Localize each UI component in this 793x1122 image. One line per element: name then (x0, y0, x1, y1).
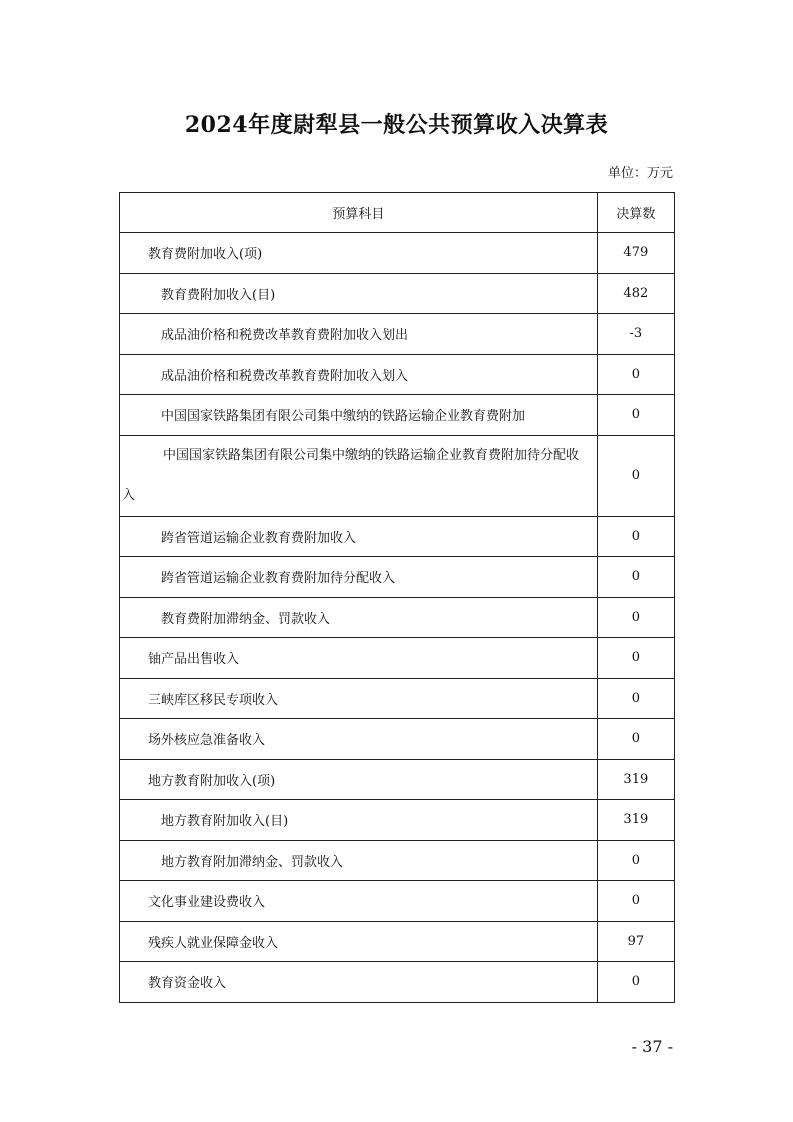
row-subject-text: 教育费附加滞纳金、罚款收入 (161, 611, 331, 627)
row-subject-text: 教育费附加收入(项) (148, 247, 263, 263)
row-subject-text: 成品油价格和税费改革教育费附加收入划入 (161, 368, 409, 384)
table-row (120, 678, 675, 719)
row-amount: 0 (597, 435, 674, 516)
table-row (120, 921, 675, 962)
row-subject (120, 435, 598, 516)
row-subject-text: 中国国家铁路集团有限公司集中缴纳的铁路运输企业教育费附加 (161, 409, 526, 425)
row-subject-text: 教育费附加收入(目) (161, 287, 276, 303)
table-row (120, 435, 675, 516)
row-amount: 0 (597, 516, 674, 557)
row-subject (120, 678, 598, 719)
document-title: 2024年度尉犁县一般公共预算收入决算表 (184, 112, 609, 138)
table-row (120, 800, 675, 841)
table-row (120, 962, 675, 1003)
table-row (120, 395, 675, 436)
row-amount: 319 (597, 800, 674, 841)
table-row (120, 516, 675, 557)
table-row (120, 273, 675, 314)
row-subject-text: 成品油价格和税费改革教育费附加收入划出 (161, 328, 409, 344)
budget-table (119, 192, 675, 1003)
row-amount: 97 (597, 921, 674, 962)
row-subject (120, 557, 598, 598)
row-subject (120, 840, 598, 881)
row-subject (120, 638, 598, 679)
row-amount: 0 (597, 678, 674, 719)
table-row (120, 719, 675, 760)
row-subject-text: 跨省管道运输企业教育费附加收入 (161, 530, 357, 546)
row-subject (120, 921, 598, 962)
table-row (120, 557, 675, 598)
table-row (120, 233, 675, 274)
page-number: - 37 - (631, 1037, 673, 1056)
row-amount: 479 (597, 233, 674, 274)
row-amount: 0 (597, 719, 674, 760)
table-row (120, 597, 675, 638)
row-amount: 482 (597, 273, 674, 314)
header-amount: 决算数 (597, 193, 674, 233)
table-row (120, 840, 675, 881)
row-subject (120, 395, 598, 436)
row-amount: 0 (597, 395, 674, 436)
row-subject-text: 地方教育附加收入(目) (161, 814, 289, 830)
header-subject: 预算科目 (120, 193, 598, 233)
row-subject-text: 地方教育附加收入(项) (148, 773, 276, 789)
row-subject-text: 铀产品出售收入 (148, 652, 240, 668)
table-header-row (120, 193, 675, 233)
row-subject (120, 233, 598, 274)
row-subject-text: 地方教育附加滞纳金、罚款收入 (161, 854, 344, 870)
row-amount: 0 (597, 557, 674, 598)
row-subject (120, 719, 598, 760)
row-subject (120, 881, 598, 922)
table-row (120, 354, 675, 395)
row-amount: -3 (597, 314, 674, 355)
row-amount: 319 (597, 759, 674, 800)
row-subject (120, 273, 598, 314)
row-subject (120, 516, 598, 557)
row-subject (120, 759, 598, 800)
row-amount: 0 (597, 597, 674, 638)
table-row (120, 759, 675, 800)
row-amount: 0 (597, 354, 674, 395)
row-subject (120, 597, 598, 638)
row-amount: 0 (597, 840, 674, 881)
row-subject (120, 800, 598, 841)
row-subject (120, 314, 598, 355)
table-row (120, 314, 675, 355)
row-amount: 0 (597, 638, 674, 679)
unit-label: 单位：万元 (607, 166, 673, 181)
table-row (120, 638, 675, 679)
row-subject-text: 三峡库区移民专项收入 (148, 692, 279, 708)
row-amount: 0 (597, 881, 674, 922)
row-subject-text: 场外核应急准备收入 (148, 733, 266, 749)
row-amount: 0 (597, 962, 674, 1003)
table-row (120, 881, 675, 922)
row-subject-text: 教育资金收入 (148, 976, 227, 992)
row-subject-text: 中国国家铁路集团有限公司集中缴纳的铁路运输企业教育费附加待分配收入 (122, 447, 580, 503)
row-subject-text: 残疾人就业保障金收入 (148, 935, 279, 951)
row-subject-text: 文化事业建设费收入 (148, 895, 266, 911)
row-subject (120, 354, 598, 395)
row-subject-text: 跨省管道运输企业教育费附加待分配收入 (161, 571, 396, 587)
row-subject (120, 962, 598, 1003)
